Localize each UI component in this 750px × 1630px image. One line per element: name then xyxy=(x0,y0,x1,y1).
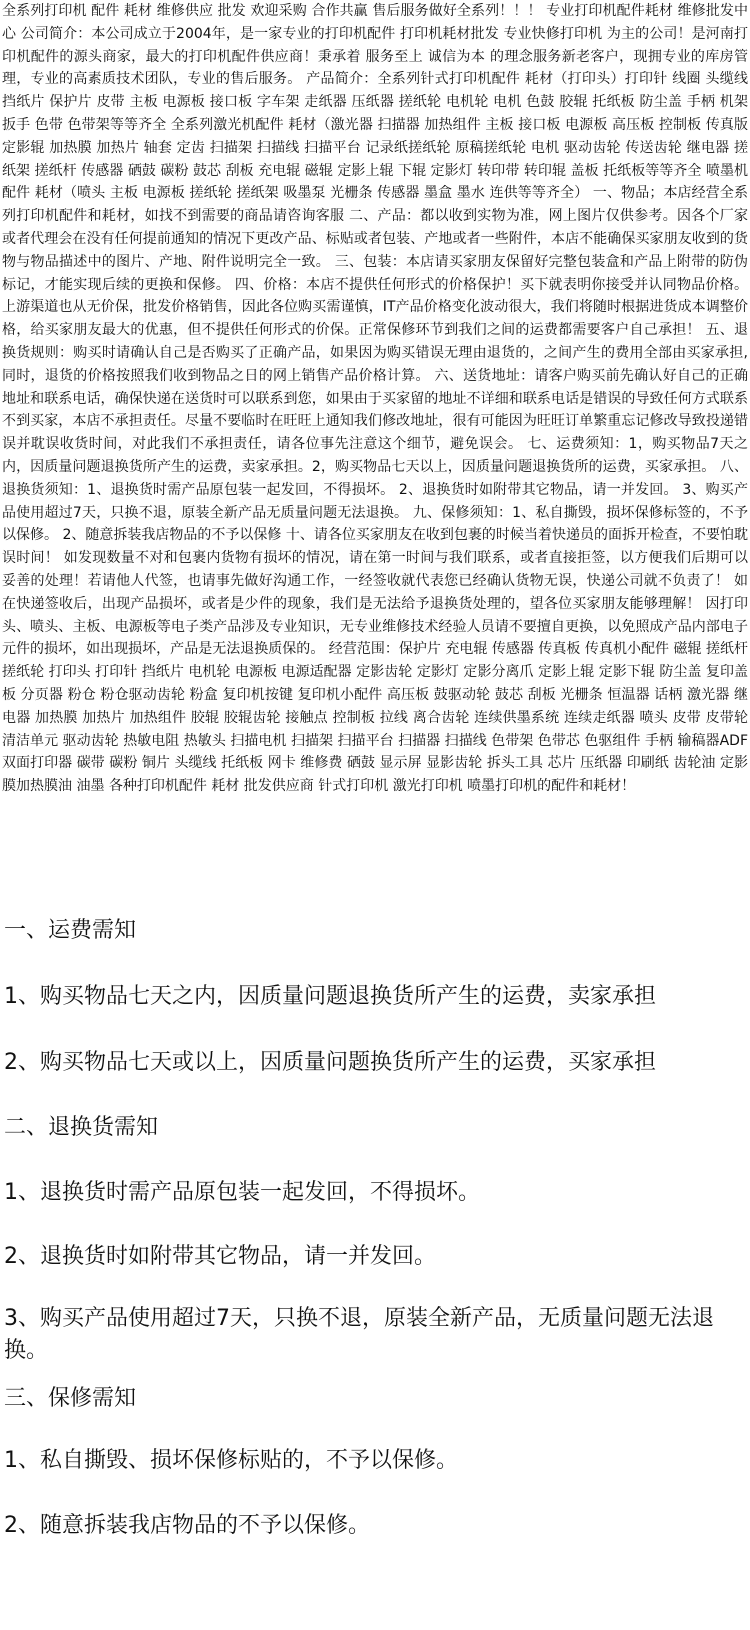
store-intro-text: 全系列打印机 配件 耗材 维修供应 批发 欢迎采购 合作共赢 售后服务做好全系列！！！ 专业打印机配件耗材 维修批发中心 公司简介：本公司成立于2004年，是一家专业的打印机配件 打印机耗材批发 专业快修打印机 为主的公司！是河南打印机配件的源头商家，最大的打印机配件供应商！秉承着 服务至上 诚信为本 的理念服务新老客户，现拥专业的库房管理，专业的高素质技术团队，专业的售后服务。 产品简介：全系列针式打印机配件 耗材（打印头）打印针 线圈 头缆线 挡纸片 保护片 皮带 主板 电源板 接口板 字车架 走纸器 压纸器 搓纸轮 电机轮 电机 色鼓 胶辊 托纸板 防尘盖 手柄 机架 扳手 色带 色带架等等齐全 全系列激光机配件 耗材（激光器 扫描器 加热组件 主板 接口板 电源板 高压板 控制板 传真版 定影辊 加热膜 加热片 轴套 定齿 扫描架 扫描线 扫描平台 记录纸搓纸轮 原稿搓纸轮 电机 驱动齿轮 传送齿轮 继电器 搓纸架 搓纸杆 传感器 硒鼓 碳粉 鼓芯 刮板 充电辊 磁辊 定影上辊 下辊 定影灯 转印带 转印辊 盖板 托纸板等等齐全 喷墨机配件 耗材（喷头 主板 电源板 搓纸轮 搓纸架 吸墨泵 光栅条 传感器 墨盒 墨水 连供等等齐全） 一、物品；本店经营全系列打印机配件和耗材，如找不到需要的商品请咨询客服 二、产品：都以收到实物为准，网上图片仅供参考。因各个厂家或者代理会在没有任何提前通知的情况下更改产品、标贴或者包装、产地或者一些附件，本店不能确保买家朋友收到的货物与物品描述中的图片、产地、附件说明完全一致。 三、包装：本店请买家朋友保留好完整包装盒和产品上附带的防伪标记，才能实现后续的更换和保修。 四、价格：本店不提供任何形式的价格保护！买下就表明你接受并认同物品价格。上游渠道也从无价保，批发价格销售，因此各位购买需谨慎，IT产品价格变化波动很大，我们将随时根据进货成本调整价格，给买家朋友最大的优惠，但不提供任何形式的价保。正常保修环节到我们之间的运费都需要客户自己承担！ 五、退换货规则：购买时请确认自己是否购买了正确产品，如果因为购买错误无理由退货的，之间产生的费用全部由买家承担,同时，退货的价格按照我们收到物品之日的网上销售产品价格计算。 六、送货地址：请客户购买前先确认好自己的正确地址和联系电话，确保快递在送货时可以联系到您，如果由于买家留的地址不详细和联系电话是错误的导致任何方式联系不到买家，本店不承担责任。尽量不要临时在旺旺上通知我们修改地址，很有可能因为旺旺订单繁重忘记修改导致投递错误并耽误收货时间，对此我们不承担责任，请各位事先注意这个细节，避免误会。 七、运费须知：1，购买物品7天之内，因质量问题退换货所产生的运费，卖家承担。2，购买物品七天以上，因质量问题退换货所的运费，买家承担。 八、退换货须知：1、退换货时需产品原包装一起发回，不得损坏。 2、退换货时如附带其它物品，请一并发回。 3、购买产品使用超过7天，只换不退，原装全新产品无质量问题无法退换。 九、保修须知：1、私自撕毁，损坏保修标签的，不予以保修。 2、随意拆装我店物品的不予以保修 十、请各位买家朋友在收到包裹的时候当着快递员的面拆开检查，不要怕耽误时间！ 如发现数量不对和包裹内货物有损坏的情况，请在第一时间与我们联系，或者直接拒签，以方便我们后期可以妥善的处理！若请他人代签，也请事先做好沟通工作，一经签收就代表您已经确认货物无误，快递公司就不负责了！ 如在快递签收后，出现产品损坏，或者是少件的现象，我们是无法给予退换货处理的，望各位买家朋友能够理解！ 因打印头、喷头、主板、电源板等电子类产品涉及专业知识，无专业维修技术经验人员请不要擅自更换，以免照成产品内部电子元件的损坏，如出现损坏，产品是无法退换质保的。 经营范围：保护片 充电辊 传感器 传真板 传真机小配件 磁辊 搓纸杆 搓纸轮 打印头 打印针 挡纸片 电机轮 电源板 电源适配器 定影齿轮 定影灯 定影分离爪 定影上辊 定影下辊 防尘盖 复印盖板 分页器 粉仓 粉仓驱动齿轮 粉盒 复印机按键 复印机小配件 高压板 鼓驱动轮 鼓芯 刮板 光栅条 恒温器 话柄 激光器 继电器 加热膜 加热片 加热组件 胶辊 胶辊齿轮 接触点 控制板 拉线 离合齿轮 连续供墨系统 连续走纸器 喷头 皮带 皮带轮 清洁单元 驱动齿轮 热敏电阻 热敏头 扫描电机 扫描架 扫描平台 扫描器 扫描线 色带架 色带芯 色驱组件 手柄 输稿器ADF 双面打印器 碳带 碳粉 铜片 头缆线 托纸板 网卡 维修费 硒鼓 显示屏 显影齿轮 拆头工具 芯片 压纸器 印刷纸 齿轮油 定影膜加热膜油 油墨 各种打印机配件 耗材 批发供应商 针式打印机 激光打印机 喷墨打印机的配件和耗材！ xyxy=(2,3,749,795)
returns-heading: 二、退换货需知 xyxy=(4,1115,159,1140)
shipping-heading: 一、运费需知 xyxy=(4,918,137,943)
policy-notes xyxy=(0,915,750,1630)
warranty-item-2: 2、随意拆装我店物品的不予以保修。 xyxy=(4,1513,370,1538)
shipping-item-2: 2、购买物品七天或以上，因质量问题换货所产生的运费，买家承担 xyxy=(4,1050,656,1075)
warranty-item-1: 1、私自撕毁、损坏保修标贴的，不予以保修。 xyxy=(4,1448,458,1473)
returns-item-3: 3、购买产品使用超过7天，只换不退，原装全新产品，无质量问题无法退换。 xyxy=(4,1306,714,1363)
shipping-item-1: 1、购买物品七天之内，因质量问题退换货所产生的运费，卖家承担 xyxy=(4,984,656,1009)
returns-item-2: 2、退换货时如附带其它物品，请一并发回。 xyxy=(4,1244,436,1269)
warranty-heading: 三、保修需知 xyxy=(4,1386,137,1411)
returns-item-1: 1、退换货时需产品原包装一起发回，不得损坏。 xyxy=(4,1180,480,1205)
